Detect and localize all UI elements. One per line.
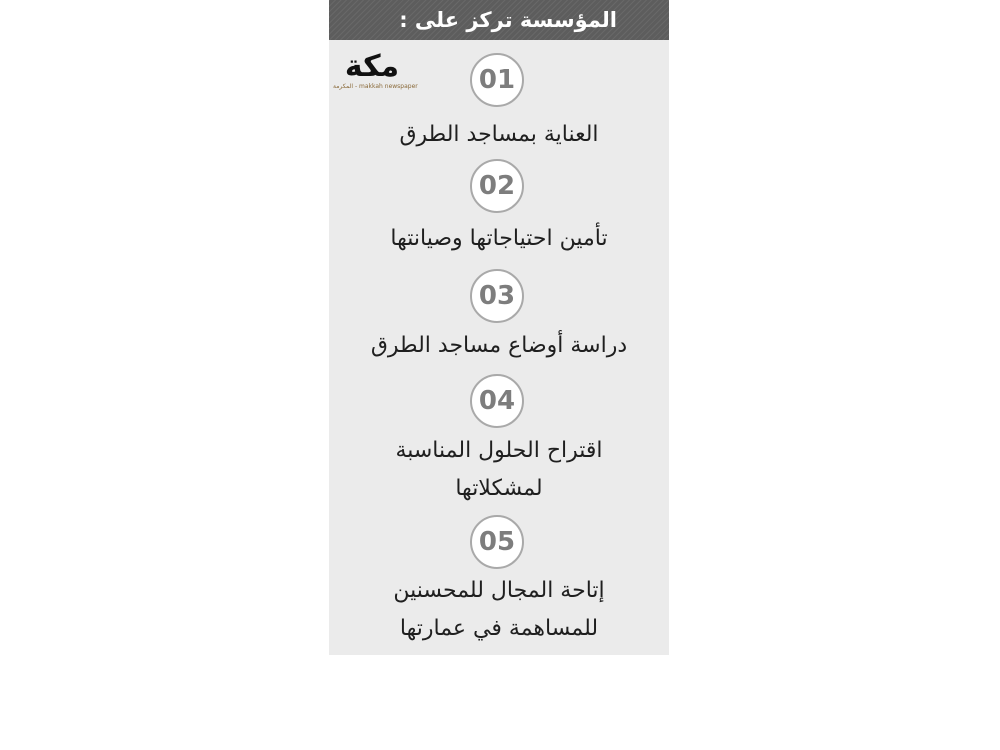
item-number-badge: 02 [470, 159, 524, 213]
item-number-badge: 04 [470, 374, 524, 428]
makkah-logo [333, 49, 418, 92]
item-text-line-1: اقتراح الحلول المناسبة [395, 438, 603, 463]
logo-tagline: المكرمة - makkah newspaper [333, 83, 418, 90]
item-text-line-2: لمشكلاتها [455, 476, 543, 501]
item-text: تأمين احتياجاتها وصيانتها [390, 226, 608, 251]
item-text: العناية بمساجد الطرق [399, 122, 599, 147]
item-number-badge: 01 [470, 53, 524, 107]
item-text: دراسة أوضاع مساجد الطرق [370, 333, 628, 358]
panel-title: المؤسسة تركز على : [399, 8, 617, 32]
item-number-badge: 03 [470, 269, 524, 323]
item-number-badge: 05 [470, 515, 524, 569]
item-text-line-2: للمساهمة في عمارتها [399, 616, 599, 641]
info-panel [329, 0, 669, 655]
panel-header [329, 0, 669, 40]
logo-wordmark: مكة [344, 49, 400, 84]
item-text-line-1: إتاحة المجال للمحسنين [393, 578, 605, 603]
